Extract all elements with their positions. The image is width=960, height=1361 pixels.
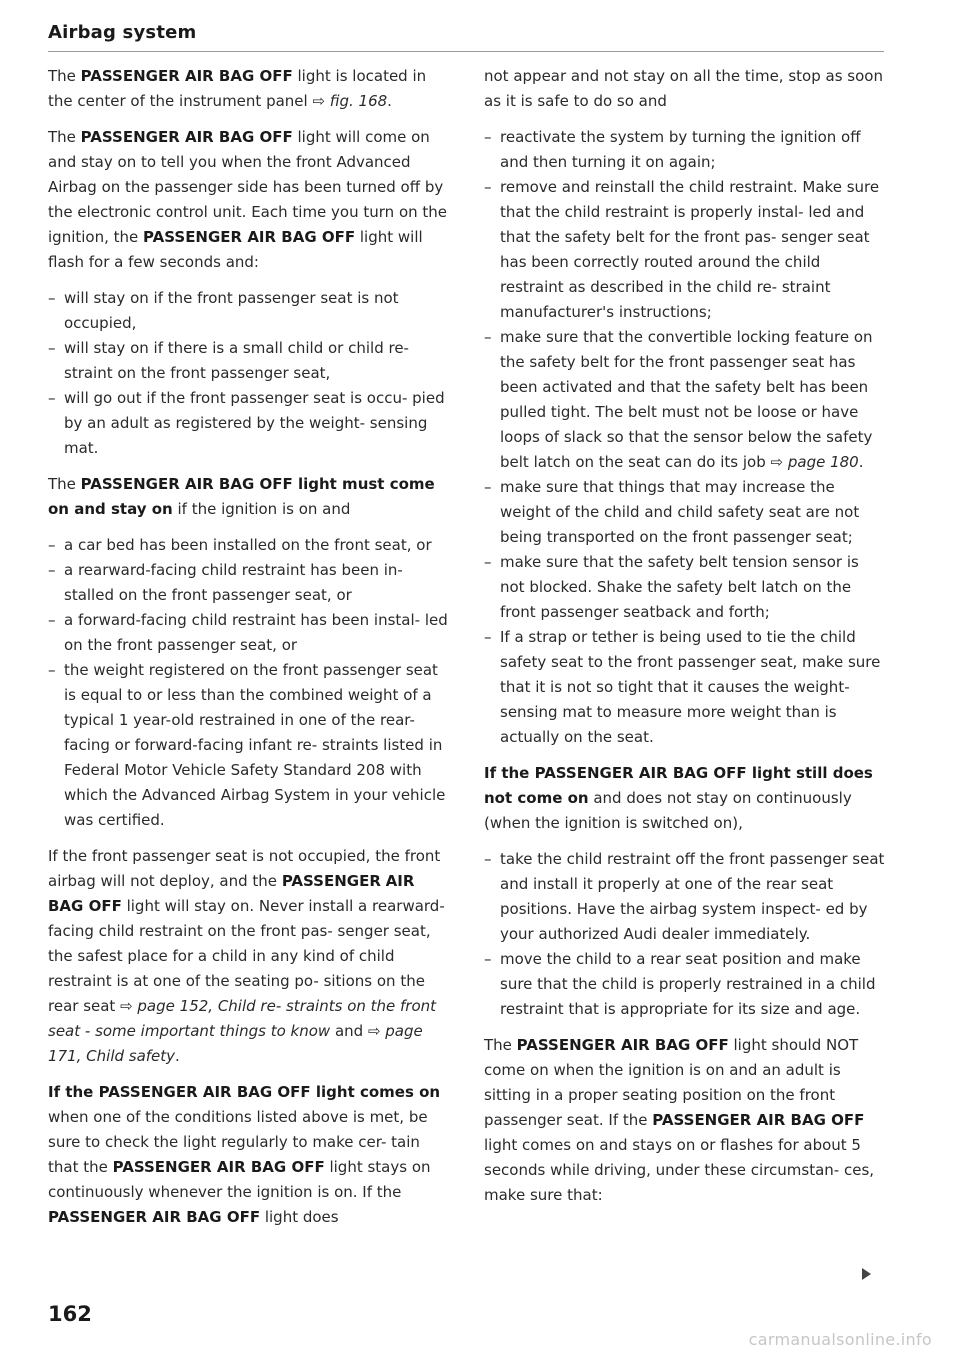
page-reference-link[interactable]: ⇨ page 152, Child re- straints on the front seat - some important things to know — [48, 997, 437, 1040]
list-item: – a car bed has been installed on the front seat, or — [48, 533, 450, 558]
list-item: – the weight registered on the front passenger seat is equal to or less than the combined weight of a typical 1 year-old restrained in one of the rear-facing or forward-facing infant re- straints listed in Federal Motor Vehicle Safety Standard 208 with which the Advanced Airbag System in your vehicle was certified. — [48, 658, 450, 833]
list-item: – If a strap or tether is being used to tie the child safety seat to the front passenger seat, make sure that it is not so tight that it causes the weight-sensing mat to measure more weight than is actually on the seat. — [484, 625, 886, 750]
subheading: If the PASSENGER AIR BAG OFF light comes on — [48, 1083, 441, 1101]
subheading: If the PASSENGER AIR BAG OFF light still does not come on — [484, 764, 873, 807]
paragraph: The PASSENGER AIR BAG OFF light should NOT come on when the ignition is on and an adult is sitting in a proper seating position on the front passenger seat. If the PASSENGER AIR BAG OFF light comes on and stays on or flashes for about 5 seconds while driving, under these circumstan- ces, make sure that: — [484, 1036, 875, 1204]
page-header — [48, 22, 884, 43]
paragraph: The PASSENGER AIR BAG OFF light will come on and stay on to tell you when the front Advanced Airbag on the passenger side has been turned off by the electronic control unit. Each time you turn on the ignition, the PASSENGER AIR BAG OFF light will flash for a few seconds and: — [48, 128, 448, 271]
bullet-list — [48, 286, 450, 461]
paragraph: If the PASSENGER AIR BAG OFF light comes on when one of the conditions listed above is met, be sure to check the light regularly to make cer- tain that the PASSENGER AIR BAG OFF light stays on continuously whenever the ignition is on. If the PASSENGER AIR BAG OFF light does — [48, 1083, 441, 1226]
page-reference-link[interactable]: ⇨ page 171, Child safety — [48, 1022, 423, 1065]
header-divider — [48, 51, 884, 52]
figure-reference-link[interactable]: ⇨ fig. 168 — [312, 92, 388, 110]
list-item: – make sure that the convertible locking feature on the safety belt for the front passenger seat has been activated and that the safety belt has been pulled tight. The belt must not be loose or have loops of slack so that the sensor below the safety belt latch on the seat can do its job ⇨ page 180. — [484, 325, 886, 475]
paragraph: The PASSENGER AIR BAG OFF light is located in the center of the instrument panel ⇨ fig. 168. — [48, 67, 427, 110]
list-item: – take the child restraint off the front passenger seat and install it properly at one of the rear seat positions. Have the airbag system inspect- ed by your authorized Audi dealer immediately. — [484, 847, 886, 947]
paragraph: If the front passenger seat is not occupied, the front airbag will not deploy, and the PASSENGER AIR BAG OFF light will stay on. Never install a rearward-facing child restraint on the front pas- senger seat, the safest place for a child in any kind of child restraint is at one of the seating po- sitions on the rear seat ⇨ page 152, Child re- straints on the front seat - some important things to know and ⇨ page 171, Child safety. — [48, 847, 445, 1065]
bullet-list — [484, 125, 886, 750]
continue-arrow-icon — [862, 1268, 871, 1280]
left-column — [48, 64, 450, 1241]
list-item: – a rearward-facing child restraint has been in- stalled on the front passenger seat, or — [48, 558, 450, 608]
list-item: – will stay on if there is a small child or child re- straint on the front passenger seat, — [48, 336, 450, 386]
list-item: – make sure that the safety belt tension sensor is not blocked. Shake the safety belt latch on the front passenger seatback and forth; — [484, 550, 886, 625]
list-item: – reactivate the system by turning the ignition off and then turning it on again; — [484, 125, 886, 175]
list-item: – will stay on if the front passenger seat is not occupied, — [48, 286, 450, 336]
page-reference-link[interactable]: ⇨ page 180 — [770, 453, 859, 471]
list-item: – move the child to a rear seat position and make sure that the child is properly restrained in a child restraint that is appropriate for its size and age. — [484, 947, 886, 1022]
list-item: – remove and reinstall the child restraint. Make sure that the child restraint is properly instal- led and that the safety belt for the front pas- senger seat has been correctly routed around the child restraint as described in the child re- straint manufacturer's instructions; — [484, 175, 886, 325]
watermark: carmanualsonline.info — [748, 1330, 932, 1349]
warning-light-name: PASSENGER AIR BAG OFF — [80, 67, 293, 85]
paragraph: not appear and not stay on all the time, stop as soon as it is safe to do so and — [484, 67, 883, 110]
right-column — [484, 64, 886, 1219]
bullet-list — [48, 533, 450, 833]
list-item: – a forward-facing child restraint has been instal- led on the front passenger seat, or — [48, 608, 450, 658]
list-item: – will go out if the front passenger seat is occu- pied by an adult as registered by the weight- sensing mat. — [48, 386, 450, 461]
paragraph: The PASSENGER AIR BAG OFF light must come on and stay on if the ignition is on and — [48, 475, 435, 518]
list-item: – make sure that things that may increase the weight of the child and child safety seat are not being transported on the front passenger seat; — [484, 475, 886, 550]
paragraph: If the PASSENGER AIR BAG OFF light still does not come on and does not stay on continuously (when the ignition is switched on), — [484, 764, 873, 832]
bullet-list — [484, 847, 886, 1022]
page-number: 162 — [48, 1302, 92, 1326]
section-title: Airbag system — [48, 22, 197, 43]
